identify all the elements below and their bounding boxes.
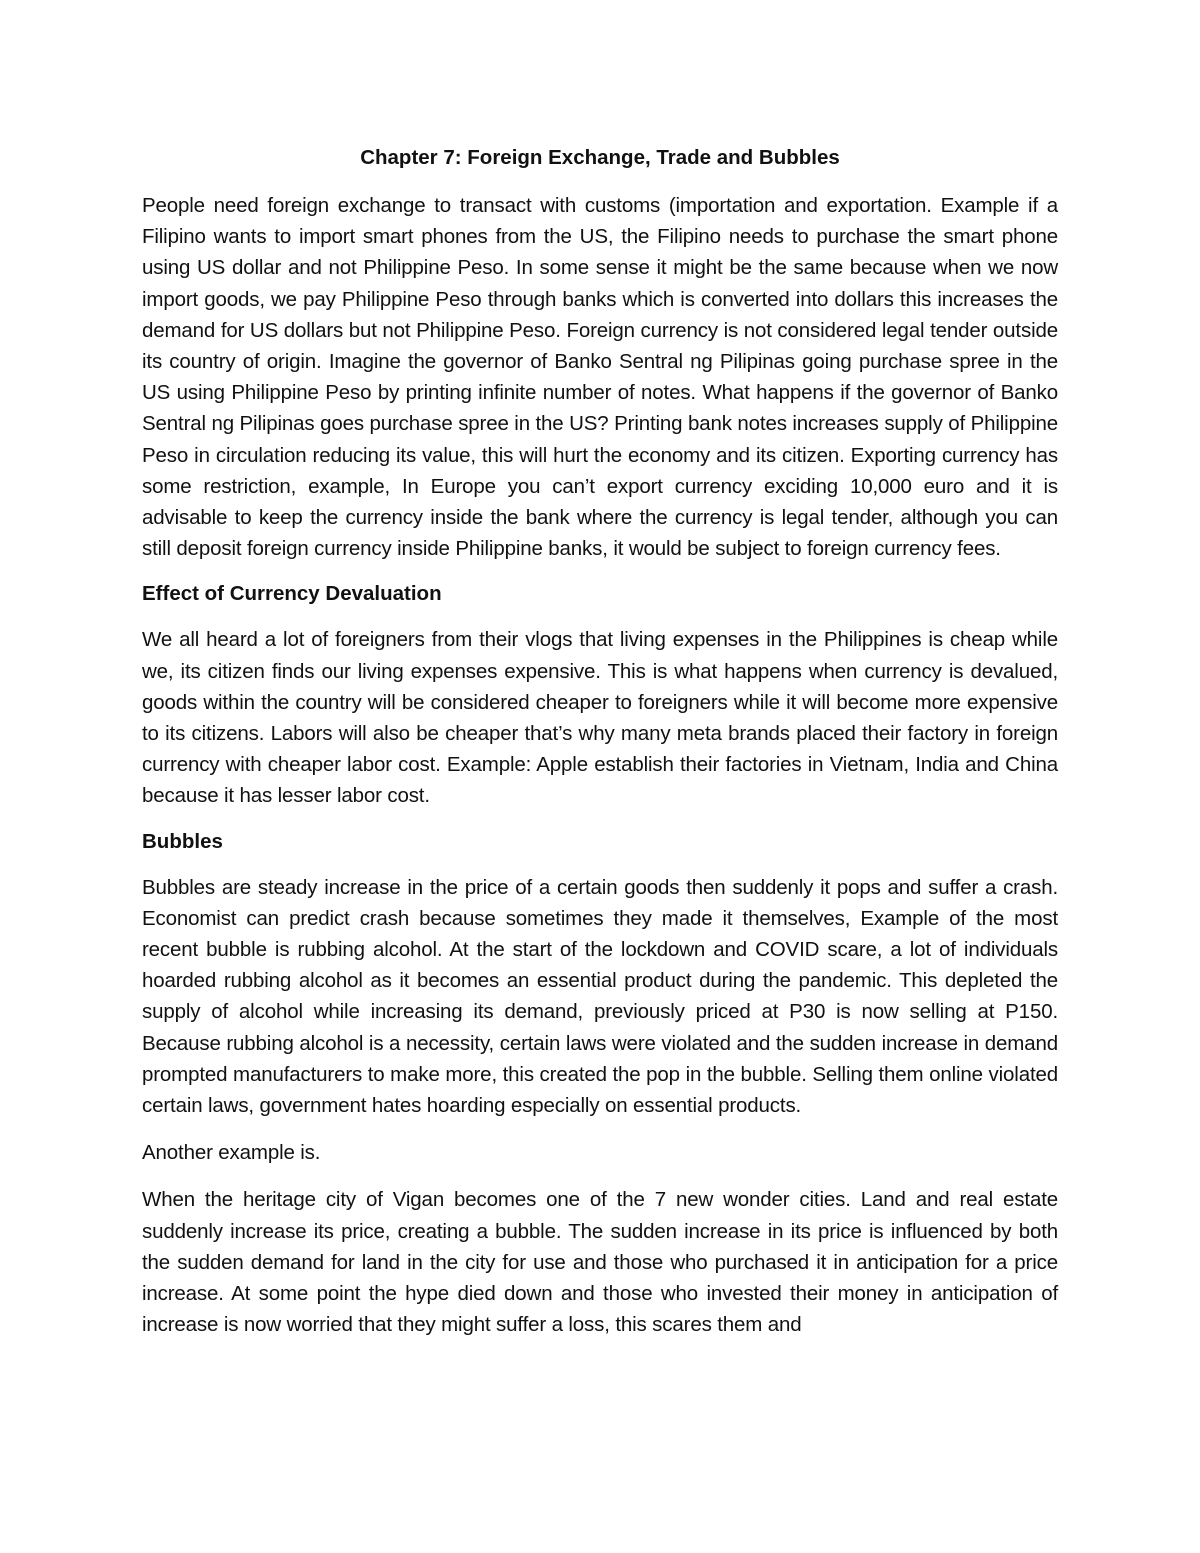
chapter-title: Chapter 7: Foreign Exchange, Trade and Bubbles (360, 146, 840, 169)
section-heading-currency-devaluation: Effect of Currency Devaluation (142, 582, 442, 606)
bubbles-paragraph: Bubbles are steady increase in the price of a certain goods then suddenly it pops and suffer a crash. Economist can predict crash because sometimes they made it themselves, Example of the most recent bubble is rubbing alcohol. At the start of the lockdown and COVID scare, a lot of individuals hoarded rubbing alcohol as it becomes an essential product during the pandemic. This depleted the supply of alcohol while increasing its demand, previously priced at P30 is now selling at P150. Because rubbing alcohol is a necessity, certain laws were violated and the sudden increase in demand prompted manufacturers to make more, this created the pop in the bubble. Selling them online violated certain laws, government hates hoarding especially on essential products. (142, 875, 1058, 1118)
currency-devaluation-paragraph: We all heard a lot of foreigners from their vlogs that living expenses in the Philippines is cheap while we, its citizen finds our living expenses expensive. This is what happens when currency is devalued, goods within the country will be considered cheaper to foreigners while it will become more expensive to its citizens. Labors will also be cheaper that’s why many meta brands placed their factory in foreign currency with cheaper labor cost. Example: Apple establish their factories in Vietnam, India and China because it has lesser labor cost. (142, 628, 1058, 808)
document-page (142, 144, 1058, 1357)
another-example-line: Another example is. (142, 1141, 321, 1165)
section-heading-bubbles: Bubbles (142, 829, 223, 853)
vigan-paragraph: When the heritage city of Vigan becomes one of the 7 new wonder cities. Land and real estate suddenly increase its price, creating a bubble. The sudden increase in its price is influenced by both the sudden demand for land in the city for use and those who purchased it in anticipation for a price increase. At some point the hype died down and those who invested their money in anticipation of increase is now worried that they might suffer a loss, this scares them and (142, 1188, 1058, 1337)
intro-paragraph: People need foreign exchange to transact with customs (importation and exportation. Example if a Filipino wants to import smart phones from the US, the Filipino needs to purchase the smart phone using US dollar and not Philippine Peso. In some sense it might be the same because when we now import goods, we pay Philippine Peso through banks which is converted into dollars this increases the demand for US dollars but not Philippine Peso. Foreign currency is not considered legal tender outside its country of origin. Imagine the governor of Banko Sentral ng Pilipinas going purchase spree in the US using Philippine Peso by printing infinite number of notes. What happens if the governor of Banko Sentral ng Pilipinas goes purchase spree in the US? Printing bank notes increases supply of Philippine Peso in circulation reducing its value, this will hurt the economy and its citizen. Exporting currency has some restriction, example, In Europe you can’t export currency exciding 10,000 euro and it is advisable to keep the currency inside the bank where the currency is legal tender, although you can still deposit foreign currency inside Philippine banks, it would be subject to foreign currency fees. (142, 194, 1058, 561)
